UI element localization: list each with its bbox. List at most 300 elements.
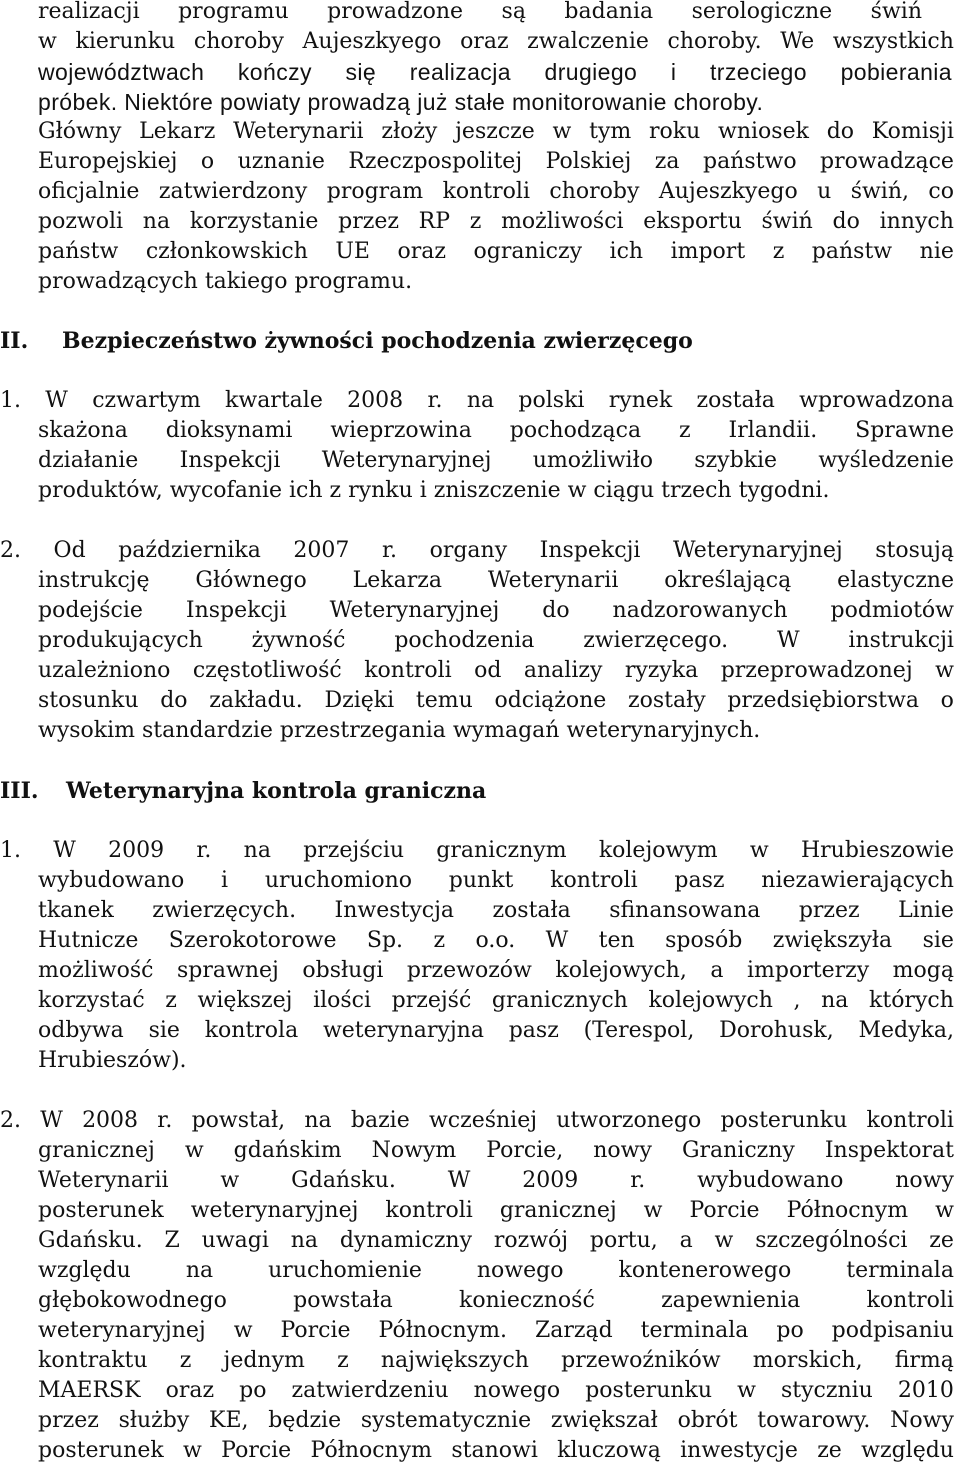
word: Zarząd (534, 1318, 613, 1343)
word: Głównego (195, 568, 307, 593)
word: odbywa (38, 1018, 124, 1043)
text-line (38, 1316, 954, 1346)
word: Dzięki (324, 688, 395, 713)
word: zakładu. (209, 688, 303, 713)
word: uruchomienie (268, 1258, 422, 1283)
word: firmą (894, 1348, 954, 1373)
word: października (118, 538, 261, 563)
word: pasz (508, 1018, 559, 1043)
word: Linie (898, 898, 954, 923)
text-line (38, 896, 954, 926)
word: sie (148, 1018, 180, 1043)
word: Inspekcji (185, 598, 287, 623)
word: zwiększyła (772, 928, 893, 953)
word: rynek (608, 388, 673, 413)
section-heading-3 (0, 776, 487, 806)
text-line (38, 656, 954, 686)
word: względu (38, 1258, 131, 1283)
word: uwagi (201, 1228, 269, 1253)
word: nowy (593, 1138, 652, 1163)
word: do (542, 598, 570, 623)
word: możliwość (38, 958, 154, 983)
word: Medyka, (858, 1018, 954, 1043)
word: Północnym (786, 1198, 909, 1223)
word: stosują (875, 538, 954, 563)
word: gdańskim (233, 1138, 342, 1163)
word: jednym (223, 1348, 305, 1373)
word: świń (870, 0, 922, 24)
word: import (670, 239, 746, 264)
text-line: próbek. Niektóre powiaty prowadzą już stałe monitorowanie choroby. (38, 89, 764, 115)
word: 2008 (82, 1108, 139, 1133)
word: zatwierdzeniu (291, 1378, 449, 1403)
word: z (337, 1348, 349, 1373)
word: w (749, 838, 769, 863)
word: dynamiczny (339, 1228, 473, 1253)
word: drugiego (544, 59, 638, 85)
section-title: Weterynaryjna kontrola graniczna (66, 778, 487, 804)
word: zostały (627, 688, 706, 713)
text-line (38, 956, 954, 986)
word: Weterynarii (38, 1168, 169, 1193)
word: przewozów (406, 958, 532, 983)
word: rozwój (493, 1228, 569, 1253)
word: importerzy (747, 958, 870, 983)
word: się (345, 59, 377, 85)
word: w (38, 29, 57, 54)
word: r. (196, 838, 212, 863)
word: największych (380, 1348, 529, 1373)
word: dioksynami (165, 418, 293, 443)
word: posterunek (38, 1198, 164, 1223)
text-line (38, 147, 954, 177)
word: większej (197, 988, 293, 1013)
word: r. (427, 388, 443, 413)
text-line (38, 237, 954, 267)
word: kontroli (364, 658, 452, 683)
word: stanowi (451, 1438, 538, 1463)
text-line (38, 986, 954, 1016)
word: kontroli (385, 1198, 473, 1223)
word: W (447, 1168, 471, 1193)
word: podejście (38, 598, 143, 623)
word: nowy (895, 1168, 954, 1193)
word: żywność (251, 628, 346, 653)
word: do (160, 688, 188, 713)
word: kolejowych, (555, 958, 687, 983)
word: morskich, (752, 1348, 863, 1373)
word: choroby. (667, 29, 762, 54)
word: r. (630, 1168, 646, 1193)
word: województwach (38, 59, 205, 85)
word: o.o. (475, 928, 516, 953)
word: przez (338, 209, 399, 234)
word: Inspekcji (539, 538, 641, 563)
word: ograniczy (473, 239, 583, 264)
word: Sprawne (855, 418, 954, 443)
word: KE, (209, 1408, 249, 1433)
word: oraz (397, 239, 446, 264)
word: tkanek (38, 898, 114, 923)
word: realizacja (409, 59, 511, 85)
text-line (38, 1166, 954, 1196)
word: kontroli (866, 1288, 954, 1313)
word: granicznych (491, 988, 628, 1013)
text-line (38, 1406, 954, 1436)
word: w (935, 658, 954, 683)
word: posterunku (720, 1108, 848, 1133)
word: weterynaryjnej (190, 1198, 359, 1223)
word: Weterynarii (487, 568, 619, 593)
text-line: produktów, wycofanie ich z rynku i zniszczenie w ciągu trzech tygodni. (38, 478, 830, 503)
word: w (552, 119, 572, 144)
word: Porcie (280, 1318, 351, 1343)
word: ze (929, 1228, 954, 1253)
word: pozwoli (38, 209, 124, 234)
section-title: Bezpieczeństwo żywności pochodzenia zwierzęcego (62, 328, 693, 354)
word: elastyczne (837, 568, 954, 593)
word: złoży (381, 119, 438, 144)
word: innych (879, 209, 954, 234)
word: kwartale (225, 388, 323, 413)
text-line (38, 57, 952, 87)
word: badania (564, 0, 654, 24)
word: na (290, 1228, 319, 1253)
word: kolejowym (598, 838, 718, 863)
word: korzystanie (189, 209, 319, 234)
word: utworzonego (556, 1108, 702, 1133)
word: w (233, 1318, 253, 1343)
word: w (935, 1198, 954, 1223)
word: program (326, 179, 424, 204)
text-line (38, 27, 954, 57)
word: programu (178, 0, 289, 24)
word: zwierzęcego. (583, 628, 729, 653)
word: w (184, 1138, 204, 1163)
word: na (821, 988, 849, 1013)
word: 2007 (293, 538, 350, 563)
word: eksportu (643, 209, 742, 234)
text-line (38, 446, 954, 476)
word: inwestycje (680, 1438, 798, 1463)
word: uruchomiono (264, 868, 412, 893)
text-line (0, 836, 954, 866)
word: roku (649, 119, 701, 144)
word: realizacji (38, 0, 140, 24)
word: Komisji (871, 119, 954, 144)
text-line (0, 386, 954, 416)
word: instrukcji (848, 628, 954, 653)
word: instrukcję (38, 568, 150, 593)
word: kontrola (204, 1018, 299, 1043)
word: Lekarz (139, 119, 216, 144)
section-number: III. (0, 778, 39, 804)
word: analizy (523, 658, 603, 683)
word: oficjalnie (38, 179, 140, 204)
word: są (501, 0, 526, 24)
word: trzeciego (710, 59, 807, 85)
word: nowego (476, 1258, 564, 1283)
word: MAERSK (38, 1378, 141, 1403)
word: Dorohusk, (719, 1018, 834, 1043)
word: została (492, 898, 571, 923)
text-line (38, 1226, 954, 1256)
word: nowego (473, 1378, 561, 1403)
text-line: wysokim standardzie przestrzegania wymagań weterynaryjnych. (38, 718, 761, 743)
word: konieczność (459, 1288, 595, 1313)
word: co (928, 179, 954, 204)
word: od (474, 658, 502, 683)
word: ich (609, 239, 644, 264)
word: Główny (38, 119, 122, 144)
word: państw (811, 239, 893, 264)
word: choroby (193, 29, 284, 54)
word: skażona (38, 418, 128, 443)
word: Północnym. (378, 1318, 508, 1343)
word: podpisaniu (831, 1318, 954, 1343)
word: Rzeczpospolitej (348, 149, 523, 174)
word: systematycznie (360, 1408, 532, 1433)
word: i (670, 59, 677, 85)
text-line (38, 207, 954, 237)
word: na (466, 388, 495, 413)
word: We (780, 29, 815, 54)
word: Hrubieszowie (800, 838, 954, 863)
word: temu (415, 688, 473, 713)
word: 2. (0, 538, 21, 563)
word: 1. (0, 388, 21, 413)
word: kolejowych (648, 988, 773, 1013)
word: przejściu (303, 838, 405, 863)
text-line (38, 566, 954, 596)
word: określającą (664, 568, 792, 593)
word: będzie (268, 1408, 342, 1433)
word: nadzorowanych (612, 598, 788, 623)
word: granicznej (499, 1198, 617, 1223)
word: zwiększał (550, 1408, 658, 1433)
word: mogą (892, 958, 954, 983)
word: czwartym (92, 388, 201, 413)
word: do (826, 119, 855, 144)
text-line (0, 536, 954, 566)
word: kontroli (442, 179, 530, 204)
word: Z (164, 1228, 180, 1253)
word: a (679, 1228, 693, 1253)
word: organy (429, 538, 508, 563)
word: z (679, 418, 691, 443)
text-line (38, 0, 922, 27)
word: granicznym (436, 838, 567, 863)
word: świń, (850, 179, 910, 204)
word: z (179, 1348, 192, 1373)
text-line (38, 1256, 954, 1286)
word: Gdańsku. (291, 1168, 396, 1193)
word: W (776, 628, 800, 653)
text-line (38, 117, 954, 147)
word: przeprowadzonej (720, 658, 913, 683)
word: choroby (549, 179, 640, 204)
word: w (183, 1438, 202, 1463)
word: wyśledzenie (818, 448, 954, 473)
word: z (165, 988, 177, 1013)
word: Inwestycja (334, 898, 455, 923)
word: państw (38, 239, 119, 264)
word: zatwierdzony (158, 179, 308, 204)
word: wniosek (718, 119, 809, 144)
word: oraz (165, 1378, 215, 1403)
text-line (38, 686, 954, 716)
word: weterynaryjna (322, 1018, 484, 1043)
word: o (200, 149, 215, 174)
word: Nowy (890, 1408, 954, 1433)
word: ilości (313, 988, 372, 1013)
word: pobierania (840, 59, 952, 85)
word: powstał, (191, 1108, 286, 1133)
word: Weterynaryjnej (672, 538, 843, 563)
text-line (38, 866, 954, 896)
text-line (38, 1436, 954, 1466)
text-line (38, 1346, 954, 1376)
word: UE (335, 239, 370, 264)
text-line (38, 1286, 954, 1316)
word: sposób (665, 928, 743, 953)
word: produkujących (38, 628, 203, 653)
word: wszystkich (832, 29, 954, 54)
word: przewoźników (561, 1348, 721, 1373)
word: w (643, 1198, 663, 1223)
word: Graniczny (681, 1138, 795, 1163)
word: 2008 (347, 388, 404, 413)
word: szczególności (755, 1228, 908, 1253)
word: Lekarza (352, 568, 442, 593)
word: przez (38, 1408, 99, 1433)
word: Weterynarii (233, 119, 364, 144)
word: Weterynaryjnej (329, 598, 500, 623)
word: umożliwiło (532, 448, 653, 473)
word: 2009 (522, 1168, 579, 1193)
text-line (38, 416, 954, 446)
word: granicznej (38, 1138, 155, 1163)
word: odciążone (494, 688, 607, 713)
text-line (38, 626, 954, 656)
word: obrót (677, 1408, 738, 1433)
word: uzależniono (38, 658, 171, 683)
word: nie (919, 239, 954, 264)
word: obsługi (302, 958, 384, 983)
text-line (38, 1196, 954, 1226)
text-line (38, 1376, 954, 1406)
word: towarowy. (757, 1408, 871, 1433)
word: kończy (237, 59, 312, 85)
word: terminala (640, 1318, 749, 1343)
word: z (469, 209, 482, 234)
word: w (714, 1228, 734, 1253)
word: niezawierających (761, 868, 954, 893)
word: oraz (460, 29, 509, 54)
word: Porcie (221, 1438, 292, 1463)
word: RP (418, 209, 451, 234)
word: W (45, 388, 68, 413)
word: członkowskich (145, 239, 308, 264)
word: r. (381, 538, 398, 563)
word: pochodzenia (394, 628, 535, 653)
word: bazie (350, 1108, 410, 1133)
word: zwierzęcych. (152, 898, 297, 923)
word: kontraktu (38, 1348, 148, 1373)
word: kontroli (866, 1108, 954, 1133)
word: Inspektorat (824, 1138, 954, 1163)
word: kluczową (557, 1438, 661, 1463)
word: głębokowodnego (38, 1288, 227, 1313)
word: W (40, 1108, 63, 1133)
word: (Terespol, (583, 1018, 695, 1043)
text-line (0, 1106, 954, 1136)
word: ryzyka (624, 658, 699, 683)
word: punkt (448, 868, 514, 893)
text-line (38, 926, 954, 956)
word: Hutnicze (38, 928, 139, 953)
word: styczniu (780, 1378, 873, 1403)
word: Porcie, (486, 1138, 564, 1163)
word: za (654, 149, 680, 174)
word: 1. (0, 838, 21, 863)
word: Aujeszkyego (658, 179, 798, 204)
word: na (243, 838, 271, 863)
word: wieprzowina (330, 418, 472, 443)
word: do (832, 209, 860, 234)
word: Gdańsku. (38, 1228, 143, 1253)
word: podmiotów (830, 598, 954, 623)
word: ten (598, 928, 635, 953)
word: kierunku (75, 29, 176, 54)
word: r. (157, 1108, 173, 1133)
word: z (433, 928, 446, 953)
word: służby (118, 1408, 190, 1433)
word: działanie (38, 448, 139, 473)
word: korzystać (38, 988, 145, 1013)
word: Od (53, 538, 86, 563)
word: ze (817, 1438, 842, 1463)
word: pochodząca (509, 418, 642, 443)
word: z (772, 239, 785, 264)
text-line (38, 177, 954, 207)
text-line (38, 1016, 954, 1046)
word: weterynaryjnej (38, 1318, 206, 1343)
word: prowadzone (327, 0, 464, 24)
word: przejść (391, 988, 472, 1013)
word: po (776, 1318, 804, 1343)
word: zwalczenie (527, 29, 649, 54)
word: serologiczne (691, 0, 833, 24)
word: stosunku (38, 688, 139, 713)
word: Europejskiej (38, 149, 178, 174)
word: przez (798, 898, 860, 923)
word: wprowadzona (799, 388, 954, 413)
word: powstała (293, 1288, 393, 1313)
word: których (869, 988, 954, 1013)
word: przedsiębiorstwa (727, 688, 919, 713)
word: i (221, 868, 229, 893)
word: w (737, 1378, 756, 1403)
word: Aujeszkyego (302, 29, 442, 54)
word: Szerokotorowe (168, 928, 337, 953)
word: na (304, 1108, 332, 1133)
word: pasz (674, 868, 725, 893)
word: państwo (702, 149, 797, 174)
word: zapewnienia (661, 1288, 801, 1313)
word: uznanie (237, 149, 325, 174)
word: 2010 (897, 1378, 954, 1403)
